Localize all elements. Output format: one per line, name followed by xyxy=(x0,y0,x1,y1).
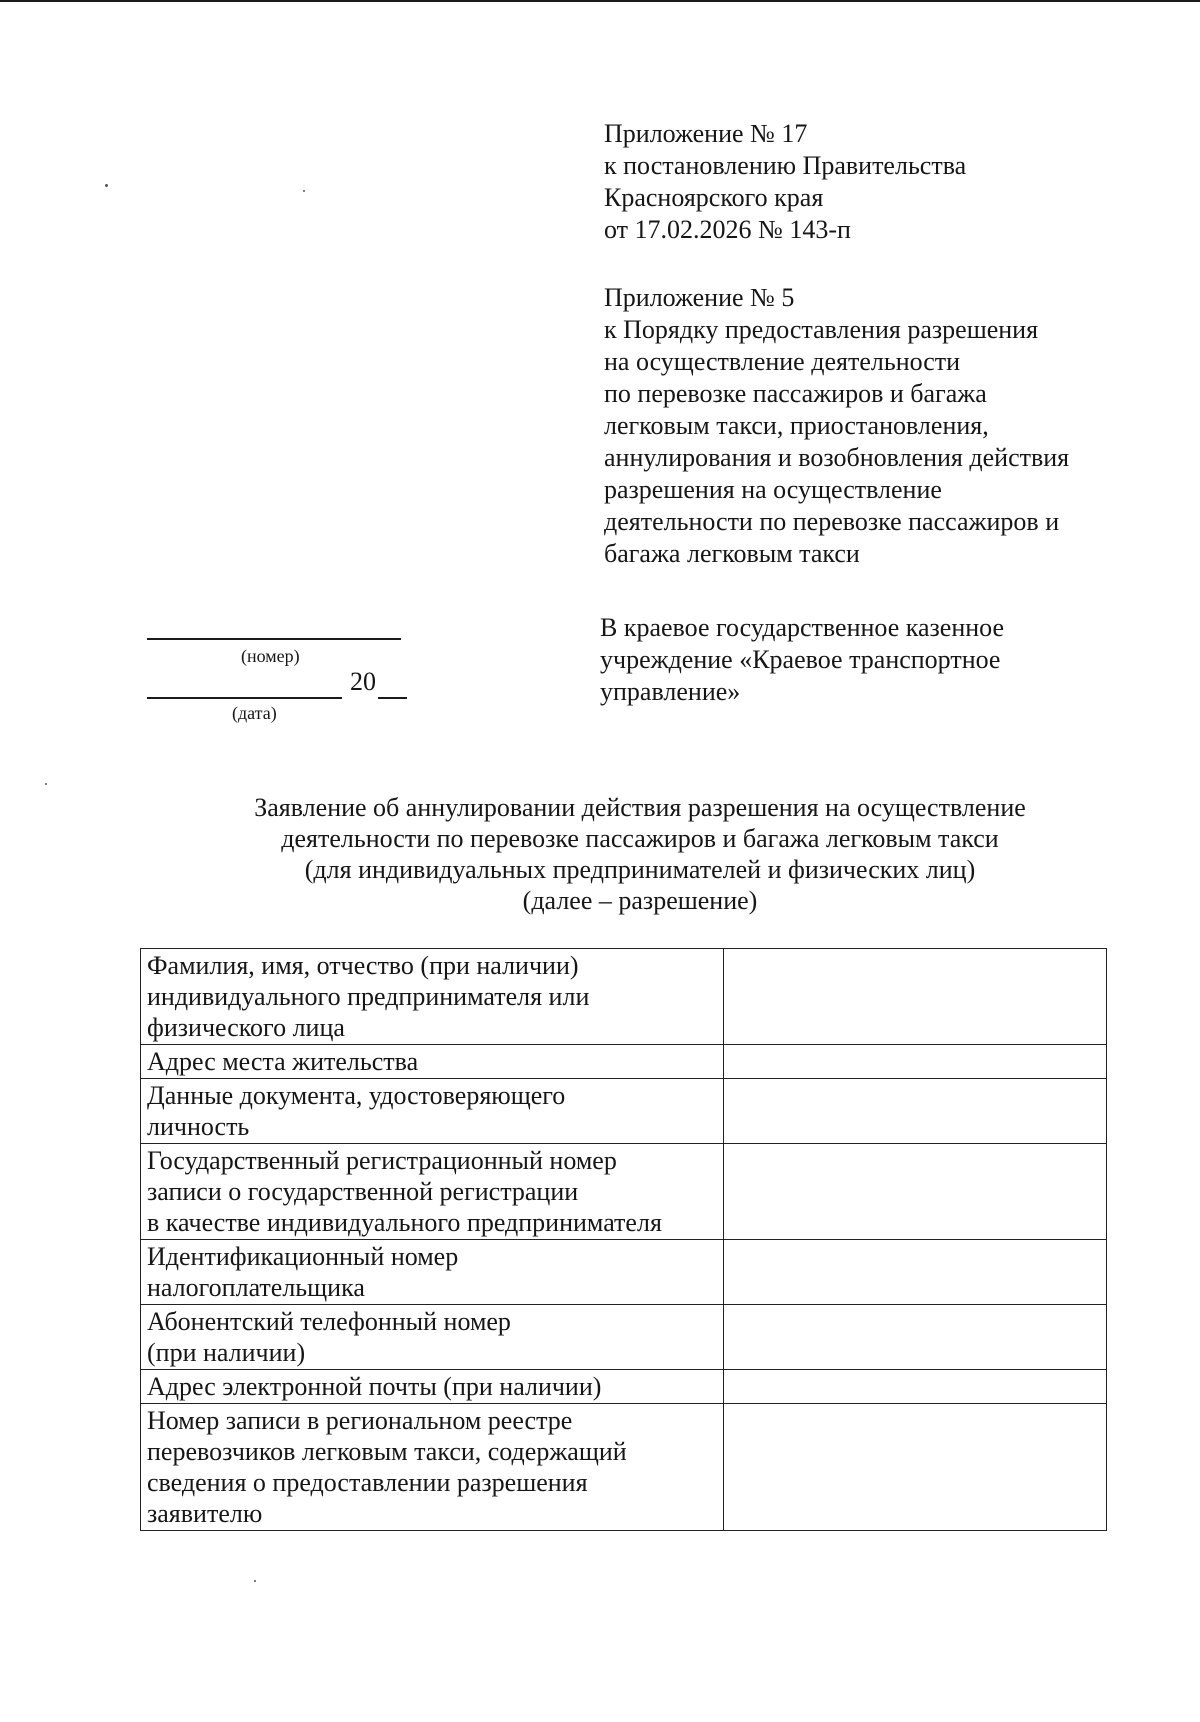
field-value-cell[interactable] xyxy=(724,1240,1107,1305)
scan-speck xyxy=(303,190,305,192)
appendix-17-line: Красноярского края xyxy=(604,183,824,212)
field-label-line: индивидуального предпринимателя или xyxy=(147,982,590,1011)
appendix-5-line: легковым такси, приостановления, xyxy=(604,411,989,440)
table-row xyxy=(141,1045,1107,1079)
field-value-cell[interactable] xyxy=(724,1370,1107,1404)
title-line: деятельности по перевозке пассажиров и багажа легковым такси xyxy=(281,824,999,853)
field-label-line: Абонентский телефонный номер xyxy=(147,1307,511,1336)
appendix-5-line: Приложение № 5 xyxy=(604,283,795,312)
field-value-cell[interactable] xyxy=(724,1144,1107,1240)
field-value-cell[interactable] xyxy=(724,1404,1107,1531)
recipient-address xyxy=(600,612,1004,708)
appendix-5-line: аннулирования и возобновления действия xyxy=(604,443,1070,472)
table-row xyxy=(141,1079,1107,1144)
year-suffix-blank-line[interactable] xyxy=(378,697,407,699)
field-label-line: Номер записи в региональном реестре xyxy=(147,1406,573,1435)
recipient-line: В краевое государственное казенное xyxy=(600,613,1005,642)
number-caption: (номер) xyxy=(241,646,300,666)
table-row xyxy=(141,1240,1107,1305)
field-label-line: налогоплательщика xyxy=(147,1273,365,1302)
applicant-data-table xyxy=(140,948,1107,1531)
field-label-cell xyxy=(141,949,724,1045)
appendix-5-header xyxy=(604,282,1069,570)
field-value-cell[interactable] xyxy=(724,949,1107,1045)
field-label-cell xyxy=(141,1045,724,1079)
field-label-line: перевозчиков легковым такси, содержащий xyxy=(147,1437,627,1466)
field-label-cell xyxy=(141,1240,724,1305)
scan-speck xyxy=(254,1580,256,1582)
field-value-cell[interactable] xyxy=(724,1305,1107,1370)
appendix-17-line: Приложение № 17 xyxy=(604,119,808,148)
title-line: Заявление об аннулировании действия разрешения на осуществление xyxy=(254,793,1026,822)
recipient-line: учреждение «Краевое транспортное xyxy=(600,645,1001,674)
field-value-cell[interactable] xyxy=(724,1045,1107,1079)
field-label-line: физического лица xyxy=(147,1013,345,1042)
recipient-line: управление» xyxy=(600,677,741,706)
scan-speck xyxy=(45,783,47,785)
field-label-cell xyxy=(141,1079,724,1144)
appendix-5-line: по перевозке пассажиров и багажа xyxy=(604,379,987,408)
table-row xyxy=(141,949,1107,1045)
scan-speck xyxy=(105,184,108,187)
date-caption: (дата) xyxy=(232,703,277,723)
appendix-5-line: деятельности по перевозке пассажиров и xyxy=(604,507,1060,536)
field-label-cell xyxy=(141,1305,724,1370)
appendix-5-line: на осуществление деятельности xyxy=(604,347,961,376)
table-row xyxy=(141,1305,1107,1370)
appendix-5-line: разрешения на осуществление xyxy=(604,475,942,504)
date-blank-line[interactable] xyxy=(147,697,342,699)
field-label-cell xyxy=(141,1144,724,1240)
field-label-cell xyxy=(141,1370,724,1404)
year-prefix: 20 xyxy=(350,667,376,696)
table-row xyxy=(141,1404,1107,1531)
table-row xyxy=(141,1144,1107,1240)
appendix-17-line: к постановлению Правительства xyxy=(604,151,967,180)
title-line: (далее – разрешение) xyxy=(522,886,758,915)
field-label-line: записи о государственной регистрации xyxy=(147,1177,579,1206)
document-title xyxy=(140,792,1140,916)
appendix-17-header xyxy=(604,118,966,246)
field-label-line: Государственный регистрационный номер xyxy=(147,1146,617,1175)
field-label-line: сведения о предоставлении разрешения xyxy=(147,1468,588,1497)
number-blank-line[interactable] xyxy=(147,638,401,640)
table-row xyxy=(141,1370,1107,1404)
title-line: (для индивидуальных предпринимателей и физических лиц) xyxy=(304,855,976,884)
field-label-line: в качестве индивидуального предпринимателя xyxy=(147,1208,662,1237)
field-label-line: заявителю xyxy=(147,1499,263,1528)
field-label-line: Данные документа, удостоверяющего xyxy=(147,1081,566,1110)
field-label-cell xyxy=(141,1404,724,1531)
field-label-line: личность xyxy=(147,1112,250,1141)
field-label-line: Фамилия, имя, отчество (при наличии) xyxy=(147,951,579,980)
page-top-edge xyxy=(0,0,1200,2)
field-label-line: Адрес места жительства xyxy=(147,1047,419,1076)
appendix-5-line: багажа легковым такси xyxy=(604,539,860,568)
field-value-cell[interactable] xyxy=(724,1079,1107,1144)
field-label-line: Адрес электронной почты (при наличии) xyxy=(147,1372,602,1401)
appendix-17-line: от 17.02.2026 № 143-п xyxy=(604,215,851,244)
field-label-line: (при наличии) xyxy=(147,1338,306,1367)
appendix-5-line: к Порядку предоставления разрешения xyxy=(604,315,1039,344)
field-label-line: Идентификационный номер xyxy=(147,1242,459,1271)
